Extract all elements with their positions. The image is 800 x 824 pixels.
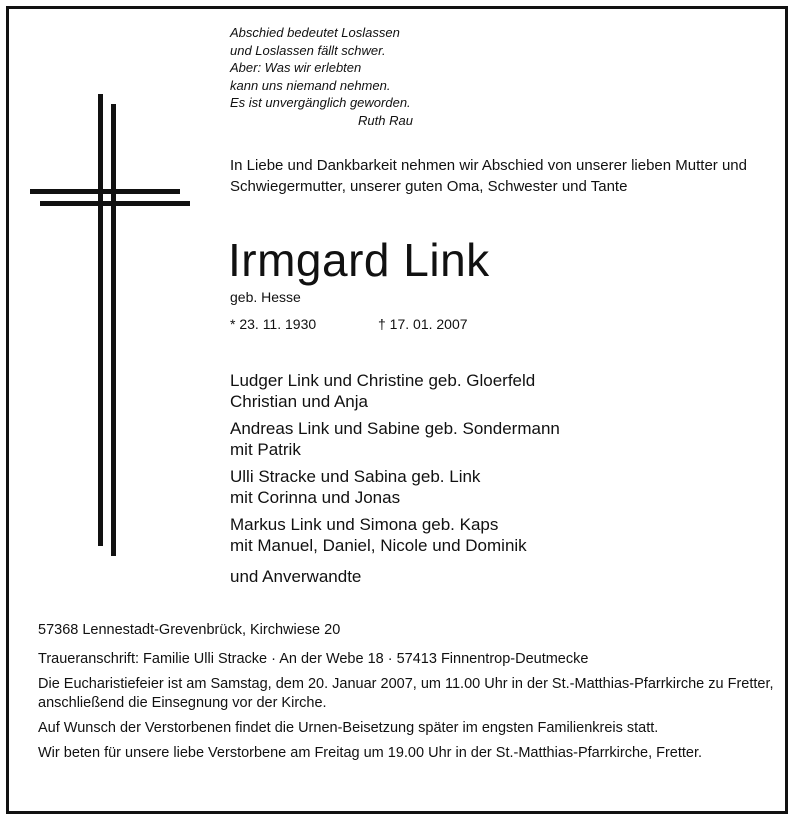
poem-line: kann uns niemand nehmen. <box>230 77 391 93</box>
poem <box>230 24 413 129</box>
prayer-note: Wir beten für unsere liebe Verstorbene am Freitag um 19.00 Uhr in der St.-Matthias-Pfarrkirche, Fretter. <box>38 745 703 761</box>
cross-horizontal-bar <box>30 189 180 194</box>
birth-date: * 23. 11. 1930 <box>230 316 317 332</box>
mourner-group <box>230 514 560 556</box>
funeral-info <box>38 621 778 769</box>
mourners-list <box>230 370 560 587</box>
relatives-line: und Anverwandte <box>230 567 362 586</box>
mourner-line: mit Manuel, Daniel, Nicole und Dominik <box>230 536 527 555</box>
poem-line: Aber: Was wir erlebten <box>230 60 362 75</box>
home-address: 57368 Lennestadt-Grevenbrück, Kirchwiese 20 <box>38 622 341 638</box>
poem-author: Ruth Rau <box>358 112 413 128</box>
urn-burial-note: Auf Wunsch der Verstorbenen findet die Urnen-Beisetzung später im engsten Familienkreis statt. <box>38 720 659 736</box>
service-details: Die Eucharistiefeier ist am Samstag, dem 20. Januar 2007, um 11.00 Uhr in der St.-Matthias-Pfarrkirche zu Fretter, anschließend die Einsegnung vor der Kirche. <box>38 676 774 711</box>
mourner-line: Andreas Link und Sabine geb. Sondermann <box>230 419 560 438</box>
poem-line: und Loslassen fällt schwer. <box>230 42 386 58</box>
deceased-name: Irmgard Link <box>228 234 490 286</box>
death-date: † 17. 01. 2007 <box>378 316 468 332</box>
mourner-line: Ulli Stracke und Sabina geb. Link <box>230 467 481 486</box>
cross-vertical-bar <box>98 94 103 546</box>
intro-text: In Liebe und Dankbarkeit nehmen wir Abschied von unserer lieben Mutter und Schwiegermutter, unserer guten Oma, Schwester und Tante <box>230 157 747 195</box>
poem-line: Es ist unvergänglich geworden. <box>230 95 411 110</box>
mourner-line: mit Corinna und Jonas <box>230 488 401 507</box>
mourner-group <box>230 418 560 460</box>
mourner-group <box>230 370 560 412</box>
mourner-line: Christian und Anja <box>230 392 368 411</box>
poem-line: Abschied bedeutet Loslassen <box>230 25 400 40</box>
mourner-line: Markus Link und Simona geb. Kaps <box>230 515 499 534</box>
cross-vertical-bar-shadow <box>111 104 116 556</box>
cross-horizontal-bar-shadow <box>40 201 190 206</box>
mourner-group <box>230 466 560 508</box>
mourning-address: Traueranschrift: Familie Ulli Stracke · An der Webe 18 · 57413 Finnentrop-Deutmecke <box>38 651 589 667</box>
maiden-name: geb. Hesse <box>230 289 301 305</box>
mourner-line: mit Patrik <box>230 440 301 459</box>
mourner-line: Ludger Link und Christine geb. Gloerfeld <box>230 371 536 390</box>
